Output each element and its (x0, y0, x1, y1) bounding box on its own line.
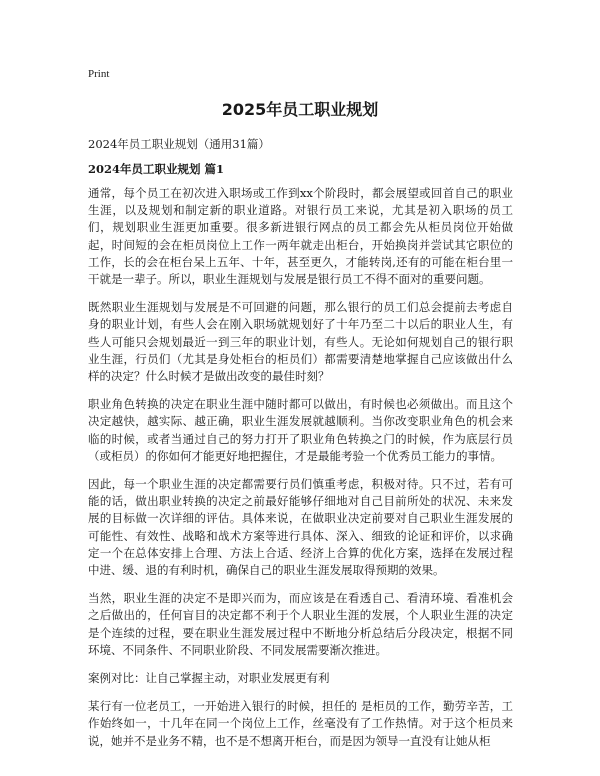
document-title: 2025年员工职业规划 (221, 100, 379, 119)
paragraph-6: 某行有一位老员工，一开始进入银行的时候，担任的 是柜员的工作，勤劳辛苦，工作始终如一，十几年在同一个岗位上工作，丝毫没有了工作热情。对于这个柜员来说，她并不是业务不精，也不是不想离开柜台，而是因为领导一直没有让她从柜 (88, 699, 513, 748)
case-study-heading: 案例对比：让自己掌握主动，对职业发展更有利 (88, 671, 330, 686)
print-link[interactable]: Print (88, 68, 110, 80)
article-body (88, 185, 513, 761)
paragraph-1: 通常，每个员工在初次进入职场或工作到xx个阶段时，都会展望或回首自己的职业生涯，以及规划和制定新的职业道路。对银行员工来说，尤其是初入职场的员工们，规划职业生涯更加重要。很多新进银行网点的员工都会先从柜员岗位开始做起，时间短的会在柜员岗位上工作一两年就走出柜台，开始换岗并尝试其它职位的工作，长的会在柜台呆上五年、十年，甚至更久，才能转岗,还有的可能在柜台里一干就是一辈子。所以，职业生涯规划与发展是银行员工不得不面对的重要问题。 (88, 186, 513, 287)
document-subtitle: 2024年员工职业规划（通用31篇） (88, 137, 270, 151)
paragraph-2: 既然职业生涯规划与发展是不可回避的问题，那么银行的员工们总会提前去考虑自身的职业计划，有些人会在刚入职场就规划好了十年乃至二十以后的职业人生，有些人可能只会规划最近一到三年的职业计划，有些人。无论如何规划自己的银行职业生涯，行员们（尤其是身处柜台的柜员们）都需要清楚地掌握自己应该做出什么样的决定？什么时候才是做出改变的最佳时刻？ (88, 300, 513, 384)
paragraph-3: 职业角色转换的决定在职业生涯中随时都可以做出，有时候也必须做出。而且这个决定越快，越实际、越正确，职业生涯发展就越顺利。当你改变职业角色的机会来临的时候，或者当通过自己的努力打开了职业角色转换之门的时候，作为底层行员（或柜员）的你如何才能更好地把握住，才是最能考验一个优秀员工能力的事情。 (88, 397, 513, 463)
section-heading: 2024年员工职业规划 篇1 (88, 162, 225, 176)
paragraph-5: 当然，职业生涯的决定不是即兴而为，而应该是在看透自己、看清环境、看准机会之后做出的，任何盲目的决定都不利于个人职业生涯的发展，个人职业生涯的决定是个连续的过程，要在职业生涯发展过程中不断地分析总结后分段决定，根据不同环境、不同条件、不同职业阶段、不同发展需要渐次推进。 (88, 591, 513, 657)
paragraph-4: 因此，每一个职业生涯的决定都需要行员们慎重考虑，积极对待。只不过，若有可能的话，做出职业转换的决定之前最好能够仔细地对自己目前所处的状况、未来发展的目标做一次详细的评估。具体来说，在做职业决定前要对自己职业生涯发展的可能性、有效性、战略和战术方案等进行具体、深入、细致的论证和评价，以求确定一个在总体安排上合理、方法上合适、经济上合算的优化方案，选择在发展过程中进、缓、退的有利时机，确保自己的职业生涯发展取得预期的效果。 (88, 477, 513, 578)
